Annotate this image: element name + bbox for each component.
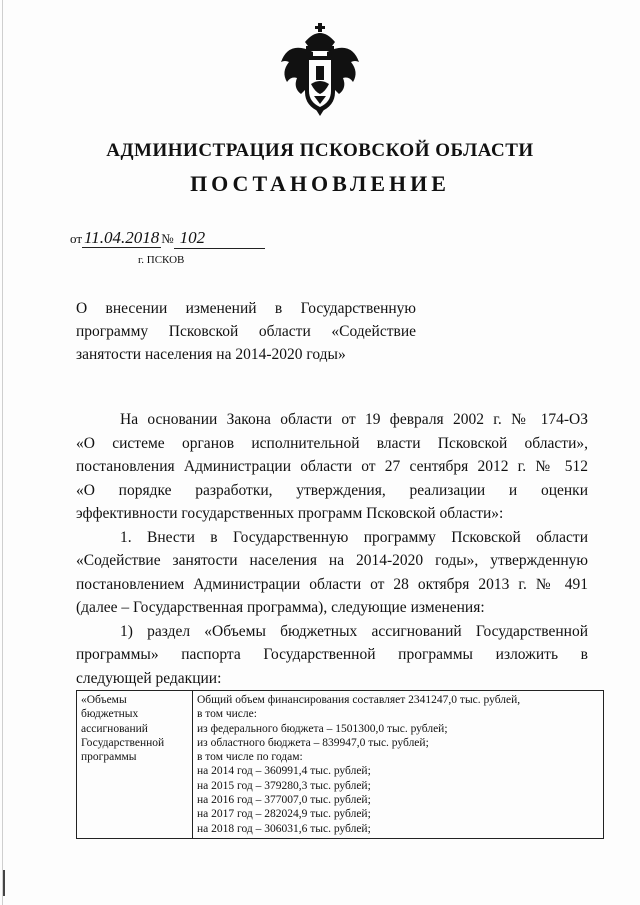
body-line: «Содействие занятости населения на 2014-2020 годы», утвержденную — [76, 552, 588, 569]
body-line: «О системе органов исполнительной власти Псковской области», — [76, 434, 588, 452]
number-prefix: № — [161, 231, 174, 246]
date-value: 11.04.2018 — [84, 228, 160, 247]
body-line: На основании Закона области от 19 февраля 2002 г. № 174-ОЗ — [120, 411, 588, 428]
value-line: на 2016 год – 377007,0 тыс. рублей; — [197, 794, 371, 807]
value-line: из областного бюджета – 839947,0 тыс. рублей; — [197, 736, 429, 749]
date-number-line — [70, 228, 265, 249]
value-line: из федерального бюджета – 1501300,0 тыс. рублей; — [197, 722, 448, 735]
body-line: (далее – Государственная программа), следующие изменения: — [76, 599, 485, 616]
value-line: в том числе: — [197, 708, 257, 721]
document-body — [76, 408, 588, 690]
value-line: на 2017 год – 282024,9 тыс. рублей; — [197, 808, 371, 821]
document-subject — [76, 297, 416, 366]
body-line: программы» паспорта Государственной программы изложить в — [76, 646, 588, 663]
table-cell-value — [193, 691, 604, 839]
label-line: «Объемы — [81, 694, 127, 706]
number-value: 102 — [174, 228, 265, 249]
city-label: г. ПСКОВ — [138, 254, 185, 266]
label-line: ассигнований — [81, 722, 148, 735]
document-type: ПОСТАНОВЛЕНИЕ — [190, 171, 450, 196]
label-line: бюджетных — [81, 708, 139, 721]
label-line: программы — [81, 751, 137, 764]
funding-table — [76, 690, 604, 839]
subject-line: занятости населения на 2014-2020 годы» — [76, 346, 346, 363]
value-line: на 2014 год – 360991,4 тыс. рублей; — [197, 765, 371, 778]
organization-title: АДМИНИСТРАЦИЯ ПСКОВСКОЙ ОБЛАСТИ — [106, 140, 534, 161]
pskov-coat-of-arms-icon — [275, 22, 365, 117]
value-line: на 2015 год – 379280,3 тыс. рублей; — [197, 779, 371, 792]
value-line: на 2018 год – 306031,6 тыс. рублей; — [197, 822, 371, 835]
scan-edge-line — [2, 0, 3, 905]
body-line: постановления Администрации области от 27 сентября 2012 г. № 512 — [76, 458, 588, 475]
body-line: 1. Внести в Государственную программу Псковской области — [120, 528, 588, 546]
body-line: «О порядке разработки, утверждения, реализации и оценки — [76, 481, 588, 499]
value-line: Общий объем финансирования составляет 2341247,0 тыс. рублей, — [197, 694, 521, 706]
body-line: следующей редакции: — [76, 669, 222, 687]
subject-line: О внесении изменений в Государственную — [76, 300, 416, 317]
body-line: постановлением Администрации области от 28 октября 2013 г. № 491 — [76, 575, 588, 593]
table-row — [77, 691, 604, 839]
table-cell-label — [77, 691, 193, 839]
value-line: в том числе по годам: — [197, 751, 303, 764]
body-line: 1) раздел «Объемы бюджетных ассигнований Государственной — [120, 622, 588, 640]
date-prefix: от — [70, 231, 83, 246]
body-line: эффективности государственных программ Псковской области»: — [76, 505, 504, 522]
scan-edge-mark — [3, 870, 5, 896]
subject-line: программу Псковской области «Содействие — [76, 323, 416, 340]
label-line: Государственной — [81, 736, 165, 749]
